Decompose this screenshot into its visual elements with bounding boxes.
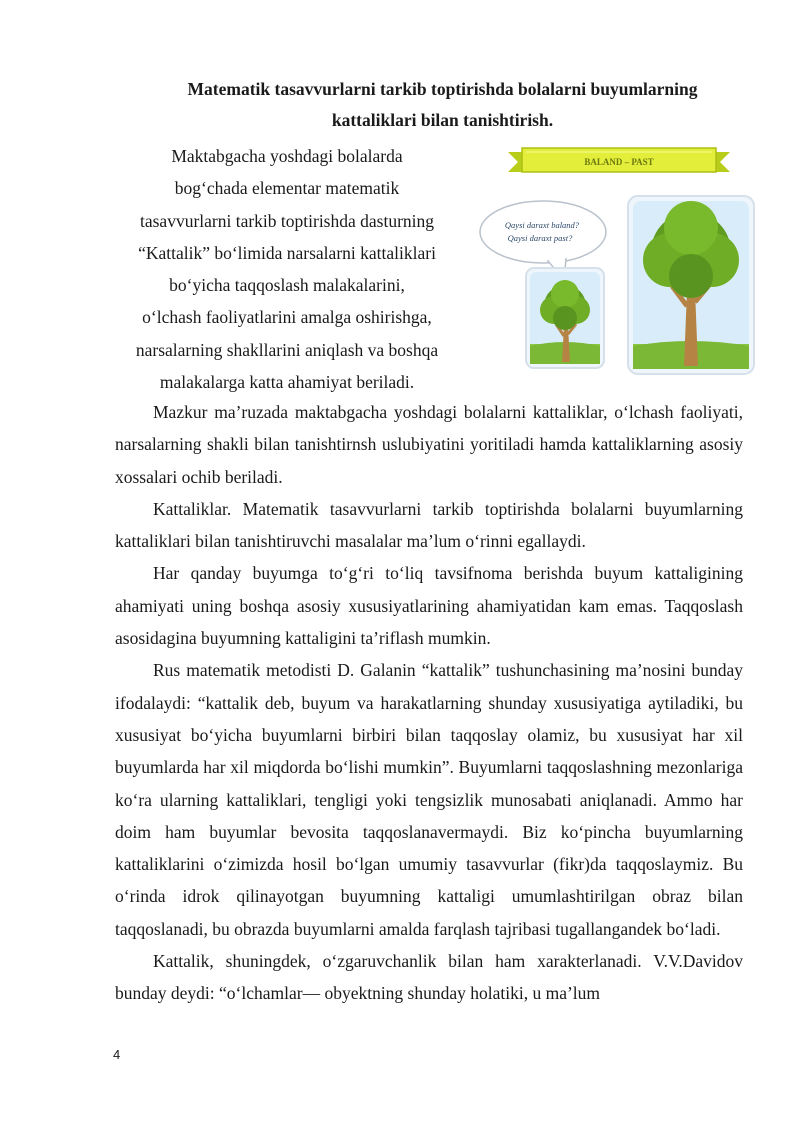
tall-short-trees-illustration bbox=[478, 140, 760, 382]
intro-line: bo‘yicha taqqoslash malakalarini, bbox=[169, 275, 405, 296]
paragraph: Kattaliklar. Matematik tasavvurlarni tarkib toptirishda bolalarni buyumlarning kattaliklari bilan tanishtiruvchi masalalar ma’lum o‘rinni egallaydi. bbox=[115, 498, 743, 552]
intro-line: bog‘chada elementar matematik bbox=[174, 178, 400, 199]
paragraph: Har qanday buyumga to‘g‘ri to‘liq tavsifnoma berishda buyum kattaligining ahamiyati uning boshqa asosiy xususiyatlarining ahamiyatidan kam emas. Taqqoslash asosidagina buyumning kattaligini ta’riflash mumkin. bbox=[115, 563, 743, 649]
intro-line: Maktabgacha yoshdagi bolalarda bbox=[171, 146, 403, 166]
bubble-line: Qaysi daraxt baland? bbox=[504, 220, 580, 230]
body-text bbox=[115, 396, 743, 1010]
intro-line: “Kattalik” bo‘limida narsalarni kattaliklari bbox=[138, 242, 436, 263]
intro-text bbox=[112, 140, 462, 398]
banner-label: BALAND – PAST bbox=[584, 157, 654, 167]
intro-line: tasavvurlarni tarkib toptirishda dasturning bbox=[139, 210, 435, 231]
paragraph: Mazkur ma’ruzada maktabgacha yoshdagi bolalarni kattaliklar, o‘lchash faoliyati, narsalarning shakli bilan tanishtirnsh uslubiyatini yoritiladi hamda kattaliklarning asosiy xossalari ochib beriladi. bbox=[115, 402, 743, 487]
paragraph: Rus matematik metodisti D. Galanin “kattalik” tushunchasining ma’nosini bunday ifodalaydi: “kattalik deb, buyum va harakatlarning shunday xususiyatiga aytiladiki, bu xususiyat bo‘yicha buyumlarni birbiri bilan taqqoslay olamiz, bu xususiyat har xil buyumlarda har xil miqdorda bo‘lishi mumkin”. Buyumlarni taqqoslashning mezonlariga ko‘ra ularning kattaliklari, tengligi yoki tengsizlik munosabati aniqlanadi. Ammo har doim ham buyumlar bevosita taqqoslanavermaydi. Biz ko‘pincha buyumlarning kattaliklarini o‘zimizda hosil bo‘lgan umumiy tasavvurlar (fikr)da taqqoslaymiz. Bu o‘rinda idrok qilinayotgan buyumning kattaligi umumlashtirilgan obraz bilan taqqoslanadi, bu obrazda buyumlarni amalda farqlash tajribasi tugallangandek bo‘ladi. bbox=[115, 660, 743, 939]
intro-line: narsalarning shakllarini aniqlash va boshqa bbox=[135, 339, 439, 360]
intro-line: malakalarga katta ahamiyat beriladi. bbox=[159, 372, 415, 393]
paragraph: Kattalik, shuningdek, o‘zgaruvchanlik bilan ham xarakterlanadi. V.V.Davidov bunday deydi: “o‘lchamlar— obyektning shunday holatiki, u ma’lum bbox=[115, 951, 743, 1004]
tall-tree-card bbox=[628, 196, 754, 374]
banner-ribbon bbox=[508, 148, 730, 172]
bubble-line: Qaysi daraxt past? bbox=[507, 233, 573, 243]
page-number: 4 bbox=[113, 1047, 121, 1062]
intro-line: o‘lchash faoliyatlarini amalga oshirishga, bbox=[142, 307, 432, 328]
page-title: Matematik tasavvurlarni tarkib toptirishda bolalarni buyumlarning kattaliklari bilan tanishtirish. bbox=[187, 79, 698, 130]
short-tree-card bbox=[526, 268, 604, 368]
